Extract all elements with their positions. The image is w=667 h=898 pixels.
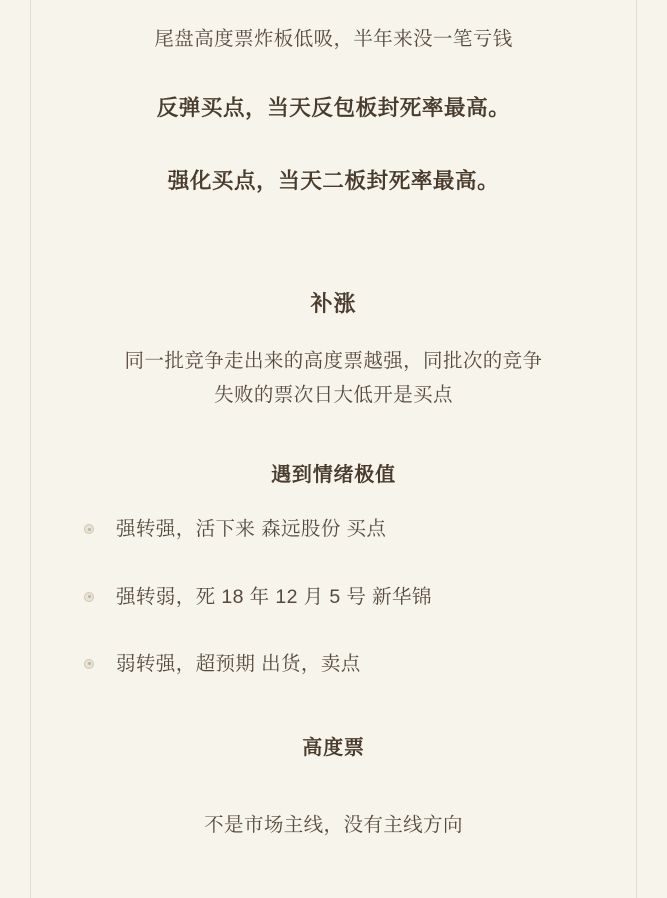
- list-item: [82, 515, 599, 544]
- section-butao-line-2: 失败的票次日大低开是买点: [214, 384, 453, 407]
- section-butao-line-1: 同一批竞争走出来的高度票越强，同批次的竞争: [124, 350, 543, 373]
- list-item: [82, 650, 599, 679]
- list-item: [82, 583, 599, 612]
- intro-paragraph: 尾盘高度票炸板低吸，半年来没一笔亏钱: [154, 28, 513, 50]
- spacer: [68, 679, 599, 731]
- section-heading-butao: 补涨: [310, 291, 357, 317]
- list-item-label: 强转弱，死 18 年 12 月 5 号 新华锦: [116, 585, 432, 608]
- emphasis-line-2: 强化买点，当天二板封死率最高。: [167, 168, 500, 193]
- spacer: [68, 487, 599, 515]
- bullet-dot-icon: [84, 524, 94, 534]
- bullet-dot-icon: [84, 659, 94, 669]
- spacer: [68, 127, 599, 163]
- section-heading-gaodupiao: 高度票: [302, 737, 365, 760]
- section-gaodupiao-line-1: 不是市场主线，没有主线方向: [204, 814, 463, 837]
- emotion-extreme-list: [68, 515, 599, 679]
- spacer: [68, 56, 599, 90]
- spacer: [68, 412, 599, 458]
- emphasis-line-1: 反弹买点，当天反包板封死率最高。: [156, 96, 511, 121]
- bullet-dot-icon: [84, 592, 94, 602]
- list-item-label: 强转强，活下来 森远股份 买点: [116, 518, 387, 541]
- section-heading-emotion-extreme: 遇到情绪极值: [271, 464, 396, 487]
- spacer: [68, 318, 599, 344]
- list-item-label: 弱转强，超预期 出货，卖点: [116, 652, 361, 675]
- spacer: [68, 760, 599, 808]
- spacer: [68, 199, 599, 287]
